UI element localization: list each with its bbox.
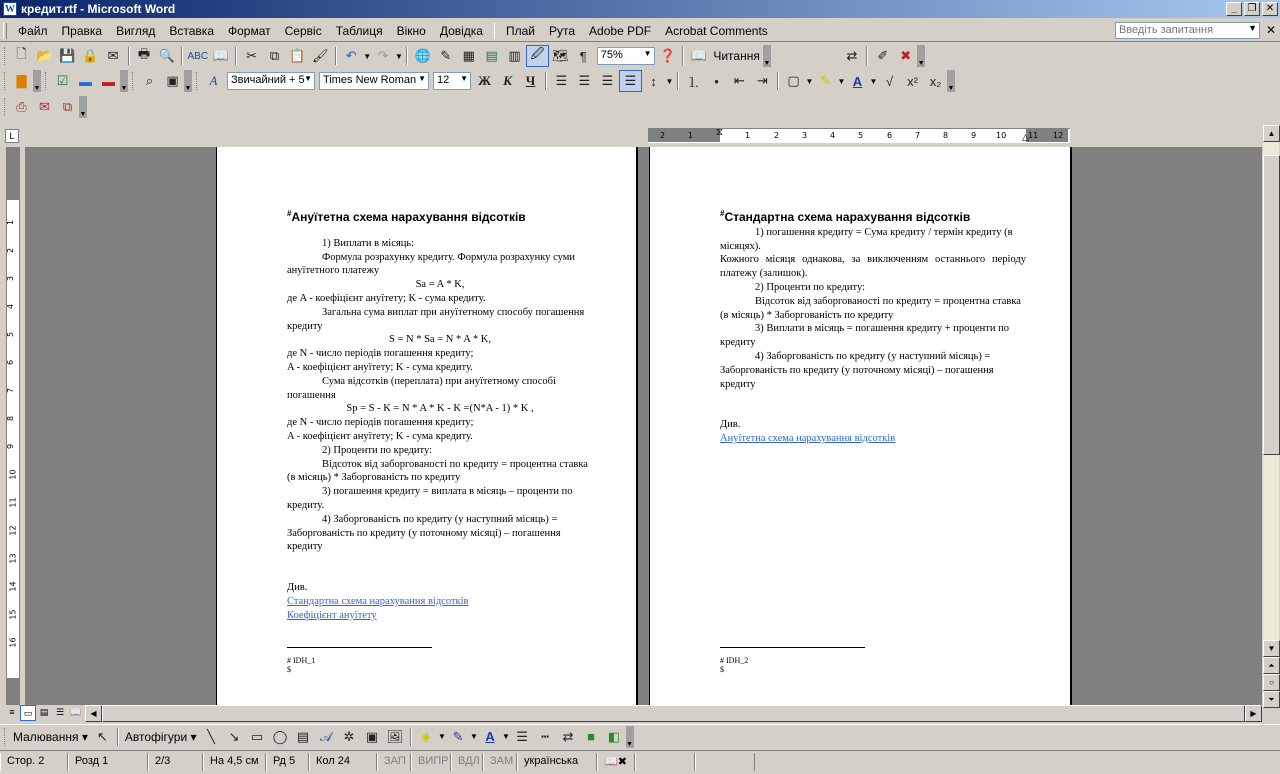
paragraph-line: 3) погашення кредиту = виплата в місяць – проценти по кредиту.: [287, 486, 573, 511]
horizontal-scrollbar[interactable]: [85, 705, 1262, 722]
standard-toolbar: [0, 44, 925, 68]
status-empty-2: [695, 753, 755, 771]
toolbar-options-icon[interactable]: ▼: [626, 726, 634, 748]
footnote-text: # IDH_1: [287, 656, 316, 665]
font-size-value: 12: [437, 74, 450, 86]
status-extend[interactable]: ВДЛ: [451, 753, 483, 771]
style-value: Звичайний + 5: [231, 74, 305, 86]
email-icon[interactable]: ✉: [107, 48, 119, 63]
zoom-value: 75%: [600, 49, 623, 61]
paragraph-line: 3) Виплати в місяць = погашення кредиту + проценти по кредиту: [720, 323, 1009, 349]
align-left-icon[interactable]: ☰: [555, 73, 568, 88]
link-annuity-scheme[interactable]: Ануїтетна схема нарахування відсотків: [720, 433, 896, 445]
paragraph-line: 1) Виплати в місяць:: [322, 237, 415, 249]
line-color-dropdown-icon[interactable]: ▼: [470, 732, 478, 741]
minimize-button[interactable]: _: [1226, 2, 1242, 16]
scroll-right-icon[interactable]: ▶: [1245, 705, 1262, 722]
paragraph-line: Відсоток від заборгованості по кредиту = процентна ставка (в місяць) * Заборгованість по кредиту: [287, 458, 588, 484]
help-icon[interactable]: ❓: [659, 48, 677, 63]
status-overtype[interactable]: ЗАМ: [483, 753, 517, 771]
acrobat-reviewers-icon[interactable]: ✖: [900, 48, 912, 63]
toolbar-options-icon[interactable]: ▼: [947, 70, 955, 92]
page-1[interactable]: [216, 147, 638, 705]
font-size-combo[interactable]: [433, 72, 471, 90]
link-annuity-coefficient[interactable]: Коефіцієнт ануїтету: [287, 609, 377, 621]
ruler-tick: 2: [774, 131, 780, 140]
vruler-tick: 1: [6, 219, 16, 226]
paragraph-line: де A - коефіцієнт ануїтету; K - сума кредиту.: [287, 292, 486, 304]
flag-ru-icon[interactable]: ▬: [102, 73, 115, 89]
separator: [777, 72, 779, 90]
redo-dropdown-icon[interactable]: ▼: [395, 51, 403, 61]
vruler-tick: 13: [8, 553, 18, 564]
acrobat-review-icon[interactable]: ✐: [877, 48, 889, 63]
status-position[interactable]: На 4,5 см: [203, 753, 266, 771]
autoshapes-menu-label: Автофігури: [124, 729, 188, 744]
scroll-up-icon[interactable]: ▲: [1263, 125, 1280, 142]
toolbar-options-icon[interactable]: ▼: [79, 96, 87, 118]
checklist-icon[interactable]: ☑: [56, 73, 69, 88]
menu-insert[interactable]: Вставка: [169, 23, 214, 38]
ruler-tick: 5: [858, 131, 864, 140]
hscroll-thumb[interactable]: [102, 705, 1245, 722]
formatting-toolbar: [0, 69, 1010, 93]
arrow-icon[interactable]: ↘: [228, 728, 240, 744]
scroll-left-icon[interactable]: ◀: [85, 705, 102, 722]
vruler-tick: 7: [6, 387, 16, 394]
font-color-icon[interactable]: A: [852, 73, 863, 89]
menu-window[interactable]: Вікно: [396, 23, 426, 38]
paragraph-line: 2) Проценти по кредиту:: [755, 281, 865, 293]
paragraph-line: Sa = A * K,: [415, 279, 465, 291]
ruler-left-margin: [648, 129, 720, 142]
fill-color-icon[interactable]: ◈: [421, 728, 432, 744]
page-2[interactable]: [649, 147, 1072, 705]
draw-font-color-icon[interactable]: A: [485, 729, 495, 744]
paragraph-line: 1) погашення кредиту = Сума кредиту / термін кредиту (в місяцях).: [720, 226, 1013, 252]
vruler-tick: 5: [6, 331, 16, 338]
first-line-indent-marker[interactable]: ⧖: [716, 127, 724, 138]
close-button[interactable]: ✕: [1262, 2, 1278, 16]
font-value: Times New Roman: [323, 74, 417, 86]
paragraph-line: A - коефіцієнт ануїтету; K - сума кредиту.: [287, 361, 473, 373]
vertical-ruler[interactable]: [6, 147, 20, 705]
menu-table[interactable]: Таблиця: [335, 23, 383, 38]
font-dropdown-icon[interactable]: ▼: [418, 74, 426, 83]
ruler-tick: 2: [660, 131, 666, 140]
insert-excel-icon[interactable]: ▤: [485, 48, 498, 63]
arrow-style-icon[interactable]: ⇄: [562, 728, 574, 744]
scroll-down-icon[interactable]: ▼: [1263, 640, 1280, 657]
pdf-review-icon[interactable]: ⧉: [62, 99, 73, 114]
status-bar: [0, 750, 1280, 772]
toolbar-options-icon[interactable]: ▼: [184, 70, 192, 92]
menu-ruta[interactable]: Рута: [549, 23, 576, 38]
status-record[interactable]: ЗАП: [377, 753, 411, 771]
superscript-icon[interactable]: x²: [907, 73, 918, 89]
separator: [866, 47, 868, 65]
diagram-icon[interactable]: ✲: [343, 728, 355, 744]
toolbar-grip[interactable]: [132, 72, 135, 90]
restore-button[interactable]: ❐: [1244, 2, 1260, 16]
ruler-tick: 12: [1053, 131, 1064, 140]
toolbar-grip[interactable]: [4, 47, 7, 65]
ruler-tick: 4: [830, 131, 836, 140]
font-size-dropdown-icon[interactable]: ▼: [460, 74, 468, 83]
style-combo[interactable]: [227, 72, 315, 90]
vruler-tick: 14: [8, 581, 18, 592]
tables-borders-icon[interactable]: ✎: [440, 48, 452, 63]
pdf-toolbar: [0, 95, 100, 119]
3d-style-icon[interactable]: ◧: [607, 728, 621, 744]
toolbar-options-icon[interactable]: ▼: [763, 45, 771, 67]
increase-indent-icon[interactable]: ⇥: [757, 73, 768, 88]
scroll-thumb[interactable]: [1263, 155, 1280, 455]
status-language[interactable]: українська: [517, 753, 597, 771]
paragraph-line: Кожного місяця однакова, за виключенням останнього періоду платежу (залишок).: [720, 254, 1026, 280]
columns-icon[interactable]: ▥: [508, 48, 521, 63]
link-standard-scheme[interactable]: Стандартна схема нарахування відсотків: [287, 595, 469, 607]
vruler-tick: 16: [8, 637, 18, 648]
vertical-scrollbar[interactable]: [1262, 125, 1279, 705]
page-2-heading-text: Стандартна схема нарахування відсотків: [724, 210, 971, 224]
vruler-tick: 12: [8, 525, 18, 536]
autoshapes-menu-button[interactable]: Автофігури ▾: [124, 729, 197, 744]
justify-icon[interactable]: ☰: [619, 70, 642, 92]
heading-footnote-mark: #: [720, 209, 725, 218]
hyperlink-icon[interactable]: 🌐: [414, 48, 432, 63]
footnote-separator: [287, 647, 432, 648]
equation-icon[interactable]: √: [885, 73, 894, 89]
title-bar: [0, 0, 1280, 18]
read-mode-icon[interactable]: 📖: [690, 48, 707, 63]
toolbar-options-icon[interactable]: ▼: [33, 70, 41, 92]
page-2-body: [720, 226, 1026, 392]
reading-layout-icon[interactable]: 📖: [70, 707, 82, 717]
separator: [335, 47, 337, 65]
menu-edit[interactable]: Правка: [61, 23, 103, 38]
italic-button[interactable]: К: [503, 73, 512, 88]
menu-acrobat-comments[interactable]: Acrobat Comments: [665, 23, 768, 38]
paragraph-line: Формула розрахунку кредиту. Формула розрахунку суми ануїтетного платежу: [287, 251, 576, 277]
new-document-icon[interactable]: 🗋: [16, 46, 27, 61]
open-folder-icon[interactable]: 📂: [36, 48, 53, 63]
menu-plai[interactable]: Плай: [505, 23, 535, 38]
document-close-icon[interactable]: ✕: [1265, 23, 1276, 37]
borders-icon[interactable]: ▢: [787, 73, 800, 88]
redo-icon[interactable]: ↷: [377, 48, 389, 63]
status-column[interactable]: Кол 24: [309, 753, 377, 771]
page-2-footnote: [720, 656, 748, 674]
toolbar-options-icon[interactable]: ▼: [120, 70, 128, 92]
numbering-icon[interactable]: ⒈: [686, 74, 700, 90]
insert-picture-icon[interactable]: 🖼: [386, 728, 404, 744]
oval-icon[interactable]: ◯: [272, 728, 288, 744]
highlight-dropdown-icon[interactable]: ▼: [837, 76, 846, 86]
vruler-tick: 6: [6, 359, 16, 366]
ruler-tick: 8: [943, 131, 949, 140]
next-page-icon[interactable]: ⏷: [1263, 691, 1280, 708]
paragraph-line: де N - число періодів погашення кредиту;: [287, 417, 474, 429]
paragraph-line: Sp = S - K = N * A * K - K =(N*A - 1) * K ,: [346, 403, 534, 415]
status-pages[interactable]: 2/3: [148, 753, 203, 771]
dictionary-icon[interactable]: ▣: [166, 73, 179, 88]
toolbar-grip[interactable]: [4, 728, 7, 746]
paragraph-line: 4) Заборгованість по кредиту (у наступний місяць) = Заборгованість по кредиту (у поточному місяці) – погашення кредиту: [287, 513, 561, 553]
menu-adobe-pdf[interactable]: Adobe PDF: [589, 23, 652, 38]
ask-dropdown-icon[interactable]: ▼: [1248, 23, 1257, 33]
vruler-tick: 10: [8, 469, 18, 480]
see-also-label: Див.: [720, 419, 741, 431]
insert-table-icon[interactable]: ▦: [462, 48, 475, 63]
heading-footnote-mark: #: [287, 209, 292, 218]
ruler-tick: 1: [688, 131, 694, 140]
status-section[interactable]: Розд 1: [68, 753, 148, 771]
vruler-tick: 15: [8, 609, 18, 620]
paragraph-line: де N - число періодів погашення кредиту;: [287, 348, 474, 360]
fill-color-dropdown-icon[interactable]: ▼: [438, 732, 446, 741]
toolbar-grip[interactable]: [196, 72, 199, 90]
toolbar-grip[interactable]: [4, 72, 7, 90]
line-spacing-icon[interactable]: ↕: [650, 73, 657, 89]
vruler-tick: 9: [6, 443, 16, 450]
style-dropdown-icon[interactable]: ▼: [304, 74, 312, 83]
paragraph-line: Відсоток від заборгованості по кредиту = процентна ставка (в місяць) * Заборгованість по кредиту: [720, 295, 1021, 321]
drawing-menu-label: Малювання: [13, 729, 79, 744]
font-combo[interactable]: [319, 72, 429, 90]
print-preview-icon[interactable]: 🔍: [158, 48, 175, 63]
ruler-tick: 3: [802, 131, 808, 140]
separator: [677, 72, 679, 90]
ruler-tick: 6: [887, 131, 893, 140]
show-formatting-icon[interactable]: ¶: [579, 48, 587, 64]
window-title: кредит.rtf - Microsoft Word: [21, 2, 176, 16]
line-color-icon[interactable]: ✎: [452, 728, 464, 744]
vruler-bottom-margin: [7, 678, 19, 704]
view-buttons: [4, 705, 84, 722]
paragraph-line: 2) Проценти по кредиту:: [322, 444, 432, 456]
status-line[interactable]: Рд 5: [266, 753, 309, 771]
page-1-body: [287, 237, 593, 554]
permission-icon[interactable]: 🔒: [82, 48, 99, 63]
ruler-tick: 11: [1028, 131, 1039, 140]
undo-icon[interactable]: ↶: [345, 48, 357, 63]
paragraph-line: 4) Заборгованість по кредиту (у наступний місяць) = Заборгованість по кредиту (у поточному місяці) – погашення кредиту: [720, 350, 994, 390]
document-map-icon[interactable]: 🗺: [552, 48, 569, 63]
paste-icon[interactable]: 📋: [289, 48, 306, 63]
drawing-toolbar: [0, 724, 1280, 748]
menu-help[interactable]: Довідка: [439, 23, 483, 38]
see-also-label: Див.: [287, 582, 308, 594]
paragraph-line: S = N * Sa = N * A * K,: [389, 334, 491, 346]
menu-format[interactable]: Формат: [228, 23, 271, 38]
undo-dropdown-icon[interactable]: ▼: [363, 51, 372, 61]
print-layout-icon[interactable]: ▤: [39, 707, 49, 717]
paragraph-line: A - коефіцієнт ануїтету; K - сума кредиту.: [287, 430, 473, 442]
page-1-footnote: [287, 656, 315, 674]
spelling-icon[interactable]: ABC: [187, 50, 209, 62]
menu-view[interactable]: Вигляд: [116, 23, 156, 38]
text-box-icon[interactable]: ▤: [296, 728, 310, 744]
reading-button[interactable]: Читання: [713, 49, 760, 63]
tab-selector[interactable]: L: [5, 129, 19, 143]
paragraph-line: Загальна сума виплат при ануїтетному способу погашення кредиту: [287, 306, 585, 332]
page-1-heading: [287, 207, 593, 225]
draw-font-color-dropdown-icon[interactable]: ▼: [502, 732, 510, 741]
drawing-icon[interactable]: 🖉: [526, 45, 549, 67]
ruler-tick: 10: [996, 131, 1007, 140]
footnote-text-2: $: [720, 665, 724, 674]
separator: [545, 72, 547, 90]
toolbar-options-icon-2[interactable]: ▼: [917, 45, 925, 67]
format-painter-icon[interactable]: 🖌: [312, 48, 329, 63]
normal-view-icon[interactable]: ≡: [9, 707, 15, 717]
decrease-indent-icon[interactable]: ⇤: [734, 73, 745, 88]
zoom-dropdown-icon[interactable]: ▼: [643, 49, 652, 58]
separator: [682, 47, 684, 65]
wordart-icon[interactable]: 𝒜: [319, 728, 333, 744]
page-1-heading-text: Ануїтетна схема нарахування відсотків: [291, 210, 526, 224]
bold-button[interactable]: Ж: [478, 73, 491, 88]
line-spacing-dropdown-icon[interactable]: ▼: [665, 76, 674, 86]
dash-style-icon[interactable]: ┅: [541, 728, 549, 744]
page-1-content[interactable]: [287, 207, 593, 623]
styles-pane-icon[interactable]: A: [209, 73, 218, 88]
ask-question-placeholder: Введіть запитання: [1119, 24, 1214, 36]
toolbar-grip[interactable]: [4, 98, 7, 116]
menu-bar: [0, 20, 1280, 42]
web-layout-icon[interactable]: ▭: [20, 705, 36, 721]
vruler-tick: 3: [6, 275, 16, 282]
shadow-style-icon[interactable]: ■: [587, 729, 595, 744]
vruler-tick: 2: [6, 247, 16, 254]
vruler-tick: 8: [6, 415, 16, 422]
align-right-icon[interactable]: ☰: [601, 73, 614, 88]
office-icon[interactable]: ▇: [16, 73, 27, 88]
word-app-icon[interactable]: W: [5, 3, 15, 15]
select-objects-icon[interactable]: ↖: [96, 728, 108, 744]
separator: [181, 47, 183, 65]
drawing-menu-button[interactable]: Малювання ▾: [13, 729, 88, 744]
vruler-top-margin: [7, 148, 19, 200]
copy-icon[interactable]: ⧉: [269, 48, 280, 63]
footnote-text-2: $: [287, 665, 291, 674]
zoom-combo[interactable]: [597, 47, 655, 65]
horizontal-ruler[interactable]: [648, 128, 1070, 143]
research-icon[interactable]: 📖: [212, 48, 229, 63]
menu-file[interactable]: Файл: [18, 23, 48, 38]
previous-page-icon[interactable]: ⏶: [1263, 657, 1280, 674]
toolbar-grip[interactable]: [45, 72, 48, 90]
acrobat-convert-icon[interactable]: ⇄: [846, 48, 858, 63]
print-icon[interactable]: 🖶: [137, 46, 151, 61]
right-indent-marker[interactable]: △: [1022, 132, 1029, 142]
save-icon[interactable]: 💾: [59, 48, 76, 63]
vruler-tick: 11: [8, 497, 18, 508]
outline-view-icon[interactable]: ☰: [55, 707, 65, 717]
ruler-tick: 9: [971, 131, 977, 140]
clip-art-icon[interactable]: ▣: [365, 728, 379, 744]
menubar-grip[interactable]: [3, 23, 7, 39]
menu-separator: [494, 23, 495, 39]
ruler-row: [0, 125, 1280, 147]
footnote-separator: [720, 647, 865, 648]
vruler-tick: 4: [6, 303, 16, 310]
underline-button[interactable]: Ч: [525, 73, 536, 88]
status-page[interactable]: Стор. 2: [0, 753, 68, 771]
paragraph-line: Сума відсотків (переплата) при ануїтетному способі погашення: [287, 375, 556, 401]
separator: [117, 728, 119, 746]
cut-icon[interactable]: ✂: [246, 48, 258, 63]
ruler-tick: 1: [745, 131, 751, 140]
convert-to-pdf-icon[interactable]: ⎙: [16, 99, 27, 114]
rectangle-icon[interactable]: ▭: [250, 728, 264, 744]
status-empty-1: [635, 753, 695, 771]
highlight-icon[interactable]: ✎: [820, 73, 831, 88]
borders-dropdown-icon[interactable]: ▼: [805, 76, 814, 86]
flag-ua-icon[interactable]: ▬: [79, 73, 92, 89]
page-2-content[interactable]: [720, 207, 1026, 446]
footnote-text: # IDH_2: [720, 656, 749, 665]
find-icon[interactable]: ⌕: [145, 73, 154, 88]
align-center-icon[interactable]: ☰: [578, 73, 591, 88]
line-style-icon[interactable]: ☰: [516, 728, 528, 744]
select-browse-object-icon[interactable]: ○: [1263, 674, 1280, 691]
menu-tools[interactable]: Сервіс: [284, 23, 322, 38]
font-color-dropdown-icon[interactable]: ▼: [869, 76, 878, 86]
bullets-icon[interactable]: •: [714, 73, 719, 89]
separator: [410, 728, 412, 746]
separator: [235, 47, 237, 65]
separator: [406, 47, 408, 65]
subscript-icon[interactable]: x₂: [929, 73, 942, 89]
document-area: [25, 147, 1262, 705]
ask-question-input[interactable]: [1115, 22, 1260, 39]
line-icon[interactable]: ╲: [207, 728, 215, 744]
status-track-changes[interactable]: ВИПР: [411, 753, 451, 771]
pdf-email-icon[interactable]: ✉: [39, 99, 50, 114]
page-2-heading: [720, 207, 1026, 225]
ruler-tick: 7: [915, 131, 921, 140]
separator: [128, 47, 130, 65]
spelling-status-icon[interactable]: 📖✖: [597, 753, 635, 771]
